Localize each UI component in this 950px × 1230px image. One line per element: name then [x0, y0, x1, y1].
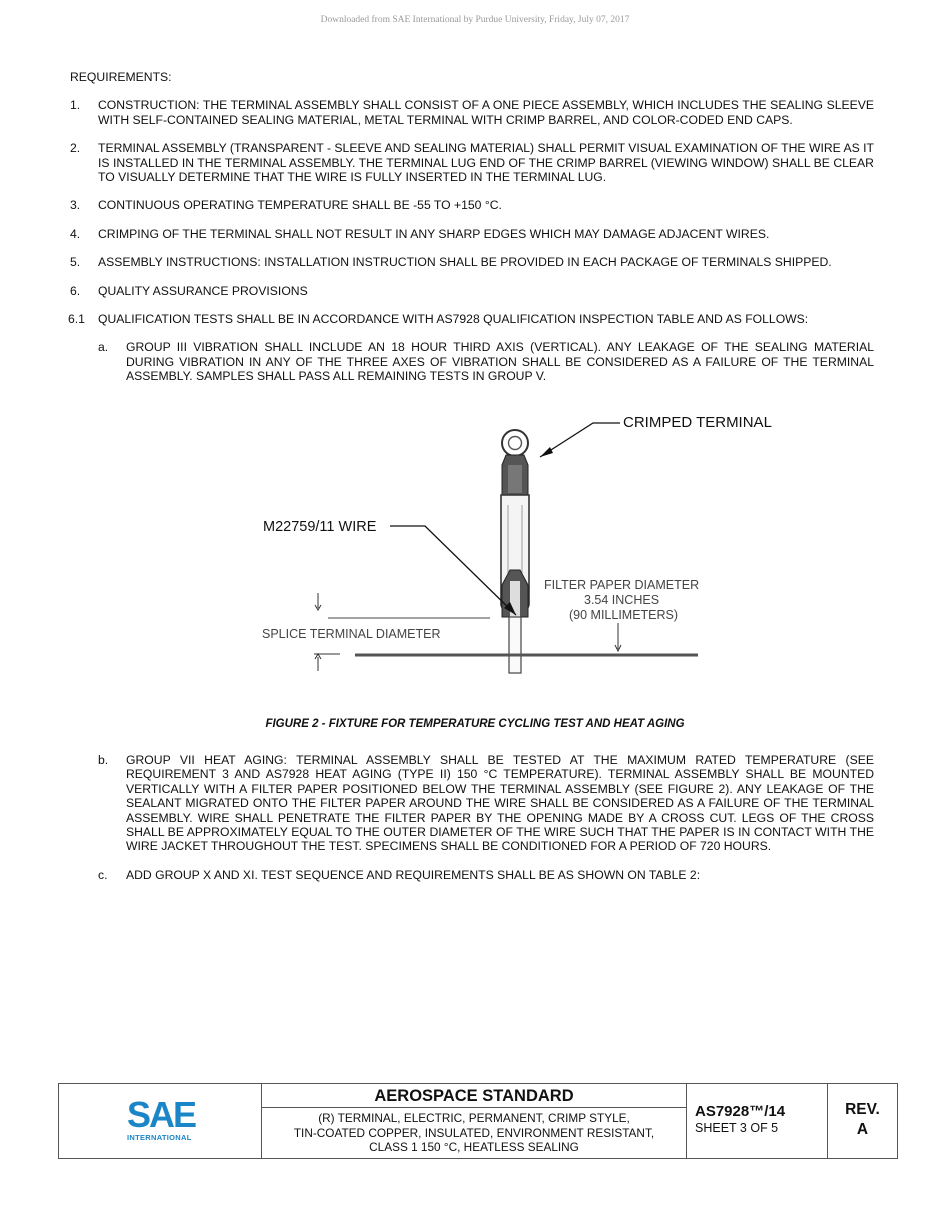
sae-logo-subtext: INTERNATIONAL: [127, 1133, 192, 1142]
requirement-text: CRIMPING OF THE TERMINAL SHALL NOT RESULT IN ANY SHARP EDGES WHICH MAY DAMAGE ADJACENT WIRES.: [98, 226, 770, 241]
document-number: AS7928™/14: [695, 1103, 786, 1120]
requirement-number: 6.: [70, 283, 81, 298]
sae-logo-text: SAE: [127, 1094, 196, 1135]
wire: [509, 617, 521, 673]
requirement-text: QUALIFICATION TESTS SHALL BE IN ACCORDANCE WITH AS7928 QUALIFICATION INSPECTION TABLE AND AS FOLLOWS:: [98, 312, 809, 327]
requirement-text: CONSTRUCTION: THE TERMINAL ASSEMBLY SHALL CONSIST OF A ONE PIECE ASSEMBLY, WHICH INCLUDES THE SEALING SLEEVE WITH SELF-CONTAINED SEALING MATERIAL, METAL TERMINAL WITH CRIMP BARREL, AND COLOR-CODED END CAPS.: [98, 98, 874, 127]
description-line-1: (R) TERMINAL, ELECTRIC, PERMANENT, CRIMP STYLE,: [318, 1111, 630, 1125]
subitem-a: [70, 340, 874, 383]
subitem-text: GROUP III VIBRATION SHALL INCLUDE AN 18 HOUR THIRD AXIS (VERTICAL). ANY LEAKAGE OF THE SEALING MATERIAL DURING VIBRATION IN ANY OF THE THREE AXES OF VIBRATION SHALL BE CONSIDERED AS A FAILURE OF THE TERMINAL ASSEMBLY. SAMPLES SHALL PASS ALL REMAINING TESTS IN GROUP V.: [126, 340, 874, 384]
subitem-letter: b.: [98, 753, 109, 767]
requirement-2: [70, 141, 874, 184]
label-filter-diameter-in: 3.54 INCHES: [584, 593, 660, 607]
requirement-number: 3.: [70, 198, 81, 213]
sae-logo: [127, 1094, 196, 1142]
requirement-text: CONTINUOUS OPERATING TEMPERATURE SHALL BE -55 TO +150 °C.: [98, 198, 502, 213]
requirement-6: [70, 284, 874, 298]
requirement-number: 2.: [70, 141, 81, 156]
label-filter-diameter-mm: (90 MILLIMETERS): [569, 608, 679, 622]
requirement-1: [70, 98, 874, 127]
requirement-4: [70, 227, 874, 241]
figure-2: [250, 405, 772, 690]
standard-title: AEROSPACE STANDARD: [262, 1084, 687, 1108]
revision-value: A: [856, 1121, 869, 1138]
requirement-text: ASSEMBLY INSTRUCTIONS: INSTALLATION INSTRUCTION SHALL BE PROVIDED IN EACH PACKAGE OF TERMINALS SHIPPED.: [98, 255, 832, 270]
label-crimped-terminal: CRIMPED TERMINAL: [623, 414, 772, 431]
label-filter-paper: FILTER PAPER DIAMETER: [544, 578, 700, 592]
revision-label: REV.: [845, 1101, 880, 1118]
requirement-number: 4.: [70, 226, 81, 241]
requirement-6-1: [70, 312, 874, 326]
requirement-text: TERMINAL ASSEMBLY (TRANSPARENT - SLEEVE AND SEALING MATERIAL) SHALL PERMIT VISUAL EXAMINATION OF THE WIRE AS IT IS INSTALLED IN THE TERMINAL ASSEMBLY. THE TERMINAL LUG END OF THE CRIMP BARREL (VIEWING WINDOW) SHALL BE CLEAR TO VISUALLY DETERMINE THAT THE WIRE IS FULLY INSERTED IN THE TERMINAL LUG.: [98, 141, 874, 185]
subitem-letter: c.: [98, 867, 108, 882]
leader-arrowhead: [540, 447, 553, 457]
requirement-number: 1.: [70, 98, 81, 113]
description-line-2: TIN-COATED COPPER, INSULATED, ENVIRONMENT RESISTANT,: [293, 1125, 655, 1140]
label-wire: M22759/11 WIRE: [263, 519, 377, 535]
crimp-barrel: [508, 465, 522, 493]
title-block: [58, 1083, 898, 1159]
requirement-3: [70, 198, 874, 212]
label-splice-diameter: SPLICE TERMINAL DIAMETER: [262, 627, 441, 641]
subitem-text: GROUP VII HEAT AGING: TERMINAL ASSEMBLY SHALL BE TESTED AT THE MAXIMUM RATED TEMPERATURE (SEE REQUIREMENT 3 AND AS7928 HEAT AGING (TYPE II) 150 °C TEMPERATURE). TERMINAL ASSEMBLY SHALL BE MOUNTED VERTICALLY WITH A FILTER PAPER POSITIONED BELOW THE TERMINAL ASSEMBLY (SEE FIGURE 2). ANY LEAKAGE OF THE SEALANT MIGRATED ONTO THE FILTER PAPER AROUND THE WIRE SHALL BE CONSIDERED AS A FAILURE OF THE TERMINAL ASSEMBLY. WIRE SHALL PENETRATE THE FILTER PAPER BY THE OPENING MADE BY A CROSS CUT. LEGS OF THE CROSS SHALL BE APPROXIMATELY EQUAL TO THE OUTER DIAMETER OF THE WIRE SUCH THAT THE PAPER IS IN CONTACT WITH THE WIRE JACKET THROUGHOUT THE TEST. SPECIMENS SHALL BE CONDITIONED FOR A PERIOD OF 720 HOURS.: [126, 753, 874, 854]
sheet-number: SHEET 3 OF 5: [695, 1121, 779, 1135]
download-watermark: Downloaded from SAE International by Purdue University, Friday, July 07, 2017: [320, 15, 630, 25]
requirement-text: QUALITY ASSURANCE PROVISIONS: [98, 283, 308, 298]
fixture-diagram: [250, 405, 720, 690]
revision-cell: [828, 1084, 897, 1158]
description-line-3: CLASS 1 150 °C, HEATLESS SEALING: [369, 1140, 579, 1154]
standard-description: [262, 1108, 687, 1158]
requirements-heading: REQUIREMENTS:: [70, 70, 172, 84]
subitem-b: [70, 753, 874, 854]
subitem-letter: a.: [98, 340, 109, 355]
requirement-number: 6.1: [68, 312, 85, 327]
test-requirements-section: [70, 753, 874, 896]
ring-terminal-hole: [509, 437, 522, 450]
subitem-text: ADD GROUP X AND XI. TEST SEQUENCE AND REQUIREMENTS SHALL BE AS SHOWN ON TABLE 2:: [126, 867, 701, 882]
leader-wire: [390, 526, 516, 615]
requirements-section: [70, 70, 874, 398]
requirement-5: [70, 255, 874, 269]
requirement-number: 5.: [70, 255, 81, 270]
subitem-c: [70, 868, 874, 882]
sae-logo-cell: [59, 1084, 262, 1158]
figure-caption: FIGURE 2 - FIXTURE FOR TEMPERATURE CYCLING TEST AND HEAT AGING: [265, 718, 685, 730]
document-number-cell: [687, 1084, 828, 1158]
